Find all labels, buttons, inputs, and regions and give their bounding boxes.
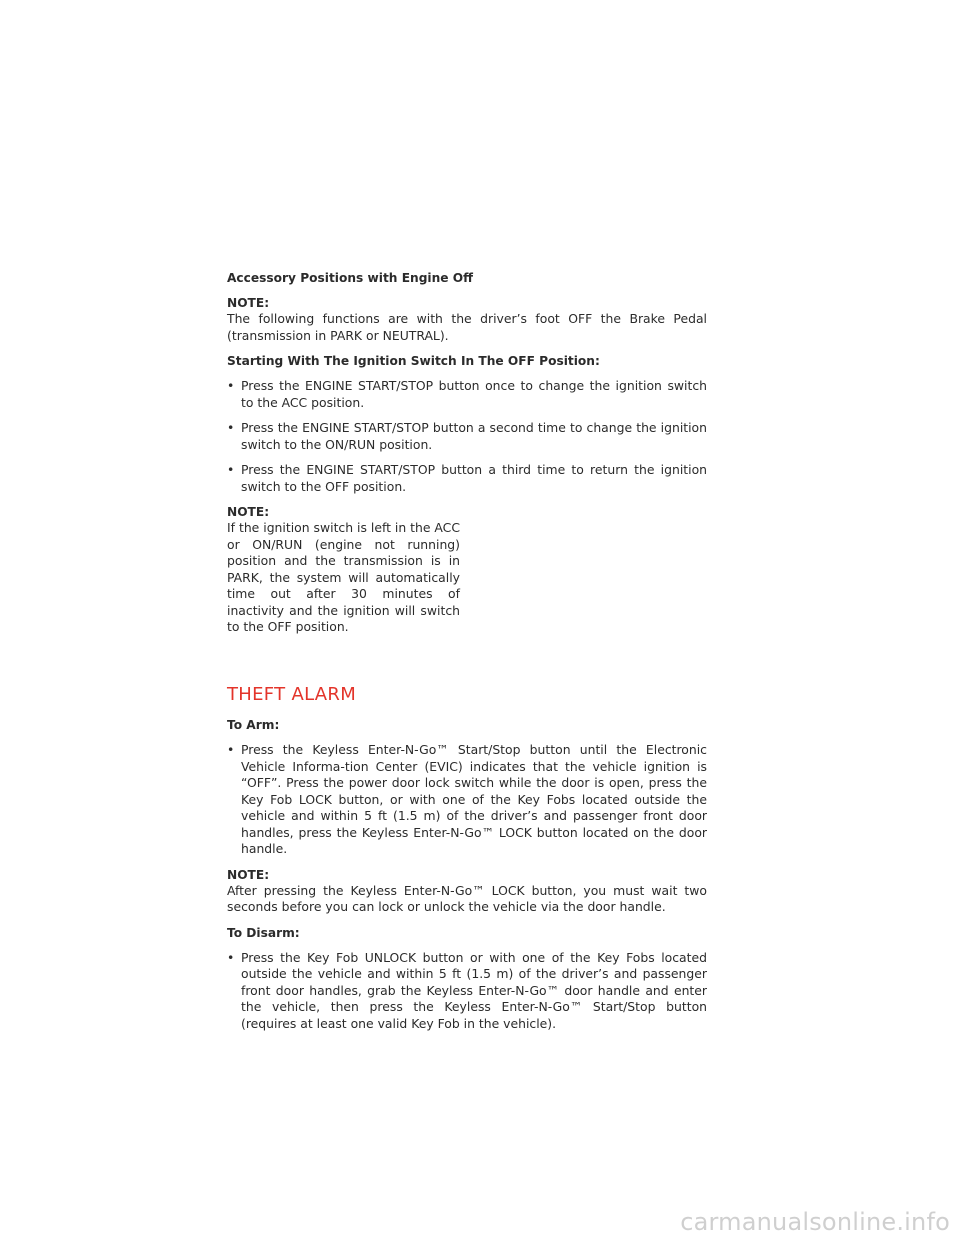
accessory-positions-section (227, 270, 707, 645)
note-block-1 (227, 295, 707, 344)
note-label: NOTE: (227, 296, 270, 310)
note-label: NOTE: (227, 867, 270, 882)
list-item (227, 950, 707, 1033)
note-label: NOTE: (227, 505, 270, 519)
note-text: The following functions are with the driver’s foot OFF the Brake Pedal (transmission in PARK or NEUTRAL). (227, 311, 707, 343)
list-item (227, 378, 707, 411)
list-item-text: Press the Key Fob UNLOCK button or with one of the Key Fobs located outside the vehicle and within 5 ft (1.5 m) of the driver’s and passenger front door handles, grab the Keyless Enter-N-Go™ door handle and enter the vehicle, then press the Keyless Enter-N-Go™ Start/Stop button (requires at least one valid Key Fob in the vehicle). (241, 949, 707, 1031)
to-arm-heading: To Arm: (227, 718, 280, 732)
theft-alarm-title: THEFT ALARM (227, 684, 357, 705)
to-disarm-heading: To Disarm: (227, 925, 300, 940)
watermark-text: carmanualsonline.info (680, 1208, 950, 1236)
accessory-positions-heading: Accessory Positions with Engine Off (227, 271, 474, 285)
note-text: After pressing the Keyless Enter-N-Go™ LOCK button, you must wait two seconds before you can lock or unlock the vehicle via the door handle. (227, 882, 707, 914)
list-item-text: Press the Keyless Enter-N-Go™ Start/Stop button until the Electronic Vehicle Informa-tion Center (EVIC) indicates that the vehicle ignition is “OFF”. Press the power door lock switch while the door is open, press the Key Fob LOCK button, or with one of the Key Fobs located outside the vehicle and within 5 ft (1.5 m) of the driver’s and passenger front door handles, press the Keyless Enter-N-Go™ LOCK button located on the door handle. (241, 742, 707, 856)
list-item-text: Press the ENGINE START/STOP button a third time to return the ignition switch to the OFF position. (241, 462, 707, 494)
arm-steps-list (227, 742, 707, 858)
bullet-icon: • (227, 378, 235, 393)
disarm-steps-list (227, 950, 707, 1033)
bullet-icon: • (227, 949, 235, 965)
note-block-2 (227, 504, 460, 636)
list-item (227, 742, 707, 858)
bullet-icon: • (227, 462, 235, 477)
list-item-text: Press the ENGINE START/STOP button once to change the ignition switch to the ACC position. (241, 378, 707, 410)
note-text: If the ignition switch is left in the ACC or ON/RUN (engine not running) position and the transmission is in PARK, the system will automatically time out after 30 minutes of inactivity and the ignition will switch to the OFF position. (227, 520, 460, 634)
bullet-icon: • (227, 420, 235, 435)
list-item-text: Press the ENGINE START/STOP button a second time to change the ignition switch to the ON/RUN position. (241, 420, 707, 452)
list-item (227, 420, 707, 453)
ignition-steps-list (227, 378, 707, 495)
theft-alarm-section (227, 717, 707, 1041)
note-block-3 (227, 867, 707, 916)
list-item (227, 462, 707, 495)
bullet-icon: • (227, 742, 235, 757)
starting-position-heading: Starting With The Ignition Switch In The OFF Position: (227, 354, 600, 368)
